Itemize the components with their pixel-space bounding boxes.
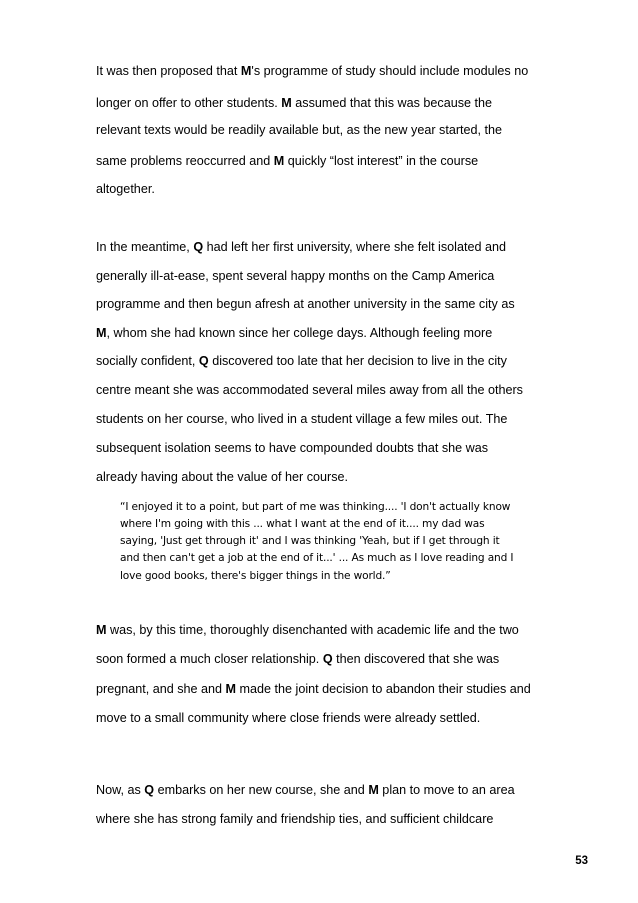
text-segment: embarks on her new course, she and: [154, 783, 369, 797]
text-line: [96, 811, 493, 827]
quote-line: where I'm going with this ... what I want at the end of it.... my dad was: [120, 518, 485, 530]
text-line: [96, 353, 507, 369]
text-segment: centre meant she was accommodated several miles away from all the others: [96, 383, 523, 397]
text-line: [96, 710, 480, 726]
text-line: [96, 181, 155, 197]
text-segment: had left her first university, where she felt isolated and: [203, 240, 506, 254]
text-segment: 's programme of study should include modules no: [251, 64, 529, 78]
text-line: [96, 153, 478, 169]
text-line: [96, 469, 348, 485]
text-segment: soon formed a much closer relationship.: [96, 652, 323, 666]
quote-line: “I enjoyed it to a point, but part of me was thinking.... 'I don't actually know: [120, 501, 511, 513]
participant-initial: Q: [144, 783, 155, 797]
text-line: [96, 681, 531, 697]
text-line: [96, 622, 519, 638]
participant-initial: M: [225, 682, 237, 696]
text-segment: then discovered that she was: [332, 652, 500, 666]
text-segment: pregnant, and she and: [96, 682, 226, 696]
text-segment: quickly “lost interest” in the course: [284, 154, 479, 168]
text-segment: was, by this time, thoroughly disenchanted with academic life and the two: [106, 623, 519, 637]
text-segment: , whom she had known since her college days. Although feeling more: [106, 326, 493, 340]
text-line: [96, 651, 499, 667]
text-line: [96, 268, 494, 284]
text-segment: In the meantime,: [96, 240, 194, 254]
participant-initial: Q: [193, 240, 204, 254]
participant-initial: M: [96, 326, 107, 340]
text-line: [96, 382, 523, 398]
text-segment: plan to move to an area: [378, 783, 515, 797]
text-segment: programme and then begun afresh at another university in the same city as: [96, 297, 515, 311]
text-line: [96, 122, 502, 138]
text-line: [96, 440, 488, 456]
text-line: [96, 239, 506, 255]
text-segment: generally ill-at-ease, spent several happy months on the Camp America: [96, 269, 495, 283]
text-segment: assumed that this was because the: [291, 96, 493, 110]
text-line: [96, 325, 492, 341]
text-line: [96, 411, 507, 427]
participant-initial: M: [96, 623, 107, 637]
participant-initial: M: [273, 154, 285, 168]
text-line: [96, 782, 515, 798]
participant-initial: Q: [322, 652, 333, 666]
text-segment: relevant texts would be readily available but, as the new year started, the: [96, 123, 503, 137]
text-segment: students on her course, who lived in a student village a few miles out. The: [96, 412, 508, 426]
text-line: [96, 296, 515, 312]
text-line: [96, 63, 528, 79]
participant-initial: M: [240, 64, 252, 78]
text-segment: socially confident,: [96, 354, 199, 368]
text-segment: where she has strong family and friendship ties, and sufficient childcare: [96, 812, 494, 826]
text-segment: Now, as: [96, 783, 145, 797]
text-segment: discovered too late that her decision to live in the city: [208, 354, 507, 368]
text-segment: altogether.: [96, 182, 155, 196]
participant-initial: M: [281, 96, 292, 110]
participant-initial: Q: [198, 354, 209, 368]
text-segment: made the joint decision to abandon their studies and: [236, 682, 531, 696]
text-segment: move to a small community where close friends were already settled.: [96, 711, 481, 725]
page-number: 53: [575, 855, 588, 867]
text-segment: subsequent isolation seems to have compounded doubts that she was: [96, 441, 489, 455]
text-line: [96, 95, 492, 111]
text-segment: already having about the value of her course.: [96, 470, 349, 484]
quote-line: love good books, there's bigger things in the world.”: [120, 570, 391, 582]
participant-initial: M: [368, 783, 379, 797]
text-segment: longer on offer to other students.: [96, 96, 282, 110]
text-segment: It was then proposed that: [96, 64, 241, 78]
text-segment: same problems reoccurred and: [96, 154, 274, 168]
quote-line: saying, 'Just get through it' and I was thinking 'Yeah, but if I get through it: [120, 535, 500, 547]
quote-line: and then can't get a job at the end of it...' ... As much as I love reading and I: [120, 552, 514, 564]
